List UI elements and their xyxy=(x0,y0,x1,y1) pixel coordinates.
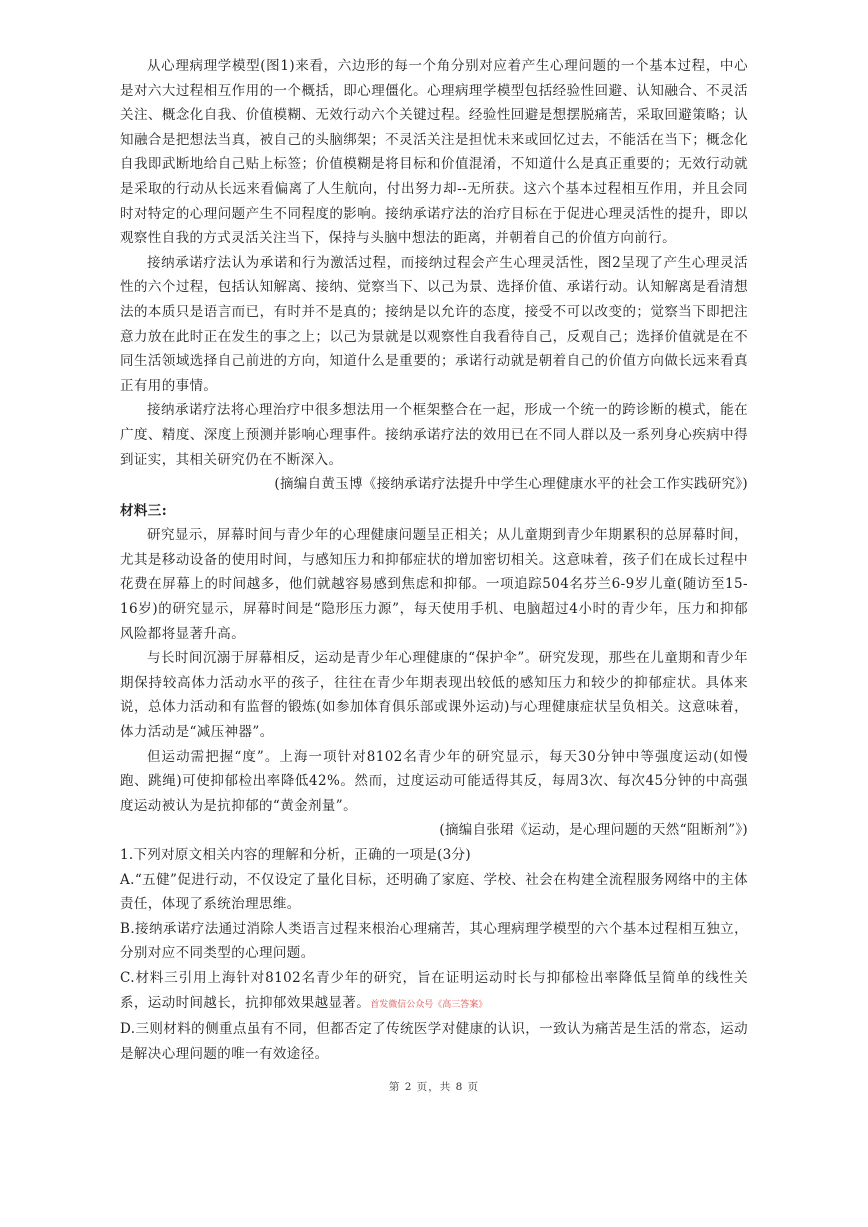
article-paragraph-6: 但运动需把握“度”。上海一项针对8102名青少年的研究显示，每天30分钟中等强度运动(如慢跑、跳绳)可使抑郁检出率降低42%。然而，过度运动可能适得其反，每周3次、每次45分钟的中高强度运动被认为是抗抑郁的“黄金剂量”。 xyxy=(120,748,748,814)
article-paragraph-2: 接纳承诺疗法认为承诺和行为激活过程，而接纳过程会产生心理灵活性，图2呈现了产生心理灵活性的六个过程，包括认知解离、接纳、觉察当下、以己为景、选择价值、承诺行动。认知解离是看清想法的本质只是语言而已，有时并不是真的；接纳是以允许的态度，接受不可以改变的；觉察当下即把注意力放在此时正在发生的事之上；以己为景就是以观察性自我看待自己，反观自己；选择价值就是在不同生活领域选择自己前进的方向，知道什么是重要的；承诺行动就是朝着自己的价值方向做长远来看真正有用的事情。 xyxy=(120,254,748,394)
question-1-option-c xyxy=(120,966,748,1017)
article-paragraph-3: 接纳承诺疗法将心理治疗中很多想法用一个框架整合在一起，形成一个统一的跨诊断的模式，能在广度、精度、深度上预测并影响心理事件。接纳承诺疗法的效用已在不同人群以及一系列身心疾病中得到证实，其相关研究仍在不断深入。 xyxy=(120,402,748,468)
question-1-option-d: D.三则材料的侧重点虽有不同，但都否定了传统医学对健康的认识，一致认为痛苦是生活的常态，运动是解决心理问题的唯一有效途径。 xyxy=(120,1021,748,1062)
question-1-option-b: B.接纳承诺疗法通过消除人类语言过程来根治心理痛苦，其心理病理学模型的六个基本过程相互独立，分别对应不同类型的心理问题。 xyxy=(120,920,748,962)
article-paragraph-5: 与长时间沉溺于屏幕相反，运动是青少年心理健康的“保护伞”。研究发现，那些在儿童期和青少年期保持较高体力活动水平的孩子，往往在青少年期表现出较低的感知压力和较少的抑郁症状。具体来说，总体力活动和有监督的锻炼(如参加体育俱乐部或课外运动)与心理健康症状呈负相关。这意味着，体力活动是“减压神器”。 xyxy=(120,650,748,741)
page-content xyxy=(120,54,748,1066)
material-2-source: (摘编自黄玉博《接纳承诺疗法提升中学生心理健康水平的社会工作实践研究》) xyxy=(274,476,748,493)
material-3-heading: 材料三: xyxy=(120,502,168,519)
question-1-stem: 1.下列对原文相关内容的理解和分析，正确的一项是(3分) xyxy=(120,847,471,863)
watermark-text: 首发微信公众号《高三答案》 xyxy=(370,999,488,1010)
option-c-text: C.材料三引用上海针对8102名青少年的研究，旨在证明运动时长与抑郁检出率降低呈简单的线性关系，运动时间越长，抗抑郁效果越显著。 xyxy=(120,969,748,1011)
page-number: 第 2 页，共 8 页 xyxy=(388,1081,480,1093)
question-1-option-a: A.“五健”促进行动，不仅设定了量化目标，还明确了家庭、学校、社会在构建全流程服务网络中的主体责任，体现了系统治理思维。 xyxy=(120,871,748,913)
material-3-source: (摘编自张珺《运动，是心理问题的天然“阻断剂”》) xyxy=(439,822,748,839)
article-paragraph-1: 从心理病理学模型(图1)来看，六边形的每一个角分别对应着产生心理问题的一个基本过程，中心是对六大过程相互作用的一个概括，即心理僵化。心理病理学模型包括经验性回避、认知融合、不灵活关注、概念化自我、价值模糊、无效行动六个关键过程。经验性回避是想摆脱痛苦，采取回避策略；认知融合是把想法当真，被自己的头脑绑架；不灵活关注是担忧未来或回忆过去，不能活在当下；概念化自我即武断地给自己贴上标签；价值模糊是将目标和价值混淆，不知道什么是真正重要的；无效行动就是采取的行动从长远来看偏离了人生航向，付出努力却--无所获。这六个基本过程相互作用，并且会同时对特定的心理问题产生不同程度的影响。接纳承诺疗法的治疗目标在于促进心理灵活性的提升，即以观察性自我的方式灵活关注当下，保持与头脑中想法的距离，并朝着自己的价值方向前行。 xyxy=(120,58,748,247)
article-paragraph-4: 研究显示，屏幕时间与青少年的心理健康问题呈正相关；从儿童期到青少年期累积的总屏幕时间，尤其是移动设备的使用时间，与感知压力和抑郁症状的增加密切相关。这意味着，孩子们在成长过程中花费在屏幕上的时间越多，他们就越容易感到焦虑和抑郁。一项追踪504名芬兰6-9岁儿童(随访至15-16岁)的研究显示，屏幕时间是“隐形压力源”，每天使用手机、电脑超过4小时的青少年，压力和抑郁风险都将显著升高。 xyxy=(120,527,748,642)
